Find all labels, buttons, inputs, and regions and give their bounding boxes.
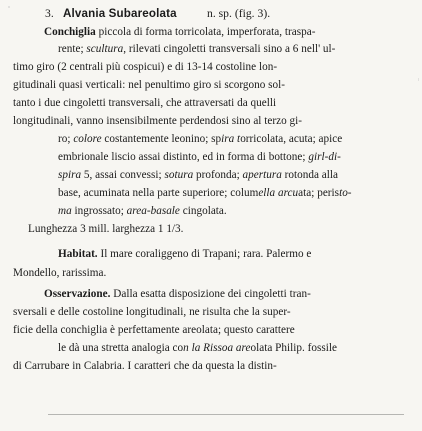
spira-description: orricolata, acuta; apice [240,133,343,145]
giri-di-spira-term: girl-di- [305,151,341,163]
text-line-rissoa [0,339,422,357]
rissoa-term: n la Rissoa are [183,342,251,354]
conchiglia-term: Conchiglia [44,26,96,38]
rissoa-description: olata Philip. fossile [250,342,337,354]
scultura-term: scultura [86,43,124,55]
text-line-base [0,184,422,202]
columella-term: ella arcu [258,187,299,199]
text-line-ultimo-giro: timo giro (2 centrali più cospicui) e di 13-14 costoline lon- [13,61,278,73]
osservazione-term: Osservazione. [44,288,111,300]
text-line-colore-content [58,130,342,148]
text-line-osservazione [0,285,422,303]
habitat-term: Habitat. [58,248,98,260]
text-line-scultura-description-content [58,40,335,58]
peristoma-term: to- [339,187,352,199]
text-line-osservazione-content [44,285,311,303]
text-line-gitudinali: gitudinali quasi verticali: nel penultimo giro si scorgono sol- [13,79,285,91]
text-line-lunghezza: Lunghezza 3 mill. larghezza 1 1/3. [28,223,184,235]
colore-term: colore [73,133,102,145]
scultura-lead: rente; [58,43,87,55]
colore-description: costantemente leonino; sp [101,133,222,145]
text-line-carrubare: di Carrubare in Calabria. I caratteri che da questa la distin- [13,360,277,372]
area-basale-description: cingolata. [179,205,227,217]
peristoma-term-continued: ma [58,205,72,217]
conchiglia-description: piccola di forma torricolata, imperforata, traspa- [95,26,316,38]
species-name: Alvania Subareolata [63,7,177,20]
text-line-habitat [0,245,422,263]
text-line-apice-content [58,148,341,166]
text-line-conchiglia-description [0,23,422,41]
text-line-colore [0,130,422,148]
analogy-description: le dà una stretta analogia co [58,342,184,354]
text-line-spira [0,166,422,184]
species-note: n. sp. (fig. 3). [207,7,271,20]
scultura-description: , rilevati cingoletti transversali sino a 6 nell' ul- [123,43,336,55]
sotura-term: sotura [164,169,194,181]
area-basale-term: area-basale [126,205,180,217]
text-line-ficie: ficie della conchiglia è perfettamente areolata; questo carattere [13,324,295,336]
text-line-peristoma-content [58,202,227,220]
habitat-description: Il mare coraliggeno di Trapani; rara. Palermo e [97,248,312,260]
text-line-mondello: Mondello, rarissima. [13,267,107,279]
text-line-base-content [58,184,352,202]
species-number: 3. [45,7,54,20]
spira-count-description: 5, assai convessi; [81,169,165,181]
text-line-conchiglia-description-content [44,23,316,41]
species-heading [0,5,422,23]
apice-description: embrionale liscio assai distinto, ed in forma di bottone; [58,151,306,163]
text-line-longitudinali: longitudinali, vanno insensibilmente perdendosi sino al terzo gi- [13,115,303,127]
text-line-scultura-description [0,40,422,58]
text-line-apice [0,148,422,166]
base-description: base, acuminata nella parte superiore; colum [58,187,259,199]
text-line-sversali: sversali e delle costoline longitudinali, ne risulta che la super- [13,306,291,318]
text-line-peristoma [0,202,422,220]
spira-term: ira t [221,133,241,145]
text-line-tanto: tanto i due cingoletti transversali, che attraversati da quelli [13,97,277,109]
osservazione-description: Dalla esatta disposizione dei cingoletti tran- [110,288,311,300]
colore-lead: ro; [58,133,74,145]
apertura-description: rotonda alla [281,169,339,181]
columella-description: ata; peris [298,187,340,199]
spira-term-continued: spira [58,169,82,181]
text-line-rissoa-content [58,339,337,357]
apertura-term: apertura [242,169,282,181]
peristoma-description: ingrossato; [71,205,127,217]
text-line-spira-content [58,166,338,184]
text-line-habitat-content [58,245,311,263]
sotura-description: profonda; [193,169,243,181]
handwritten-underline [48,414,404,415]
